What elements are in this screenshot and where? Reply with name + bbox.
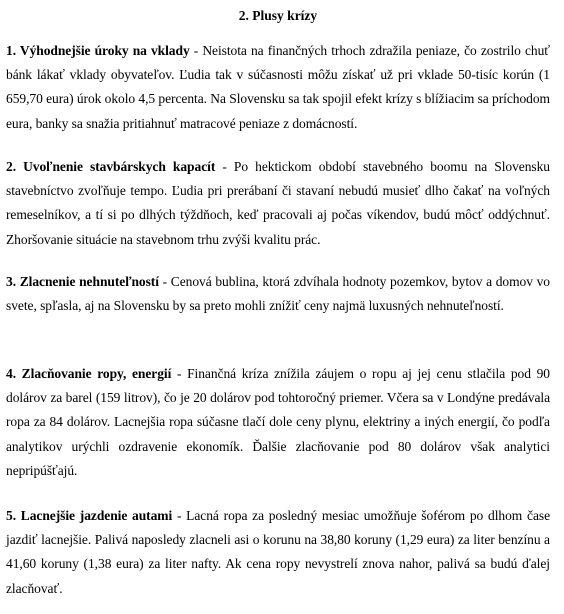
section-zlacnenie-nehnutelnosti <box>6 270 550 318</box>
section-heading: 3. Zlacnenie nehnuteľností <box>6 274 159 289</box>
section-body: - Cenová bublina, ktorá zdvíhala hodnoty pozemkov, bytov a domov vo svete, spľasla, aj na Slovensku by sa preto mohli znížiť ceny najmä luxusných nehnuteľností. <box>6 274 550 314</box>
section-lacnejsie-jazdenie <box>6 504 550 601</box>
section-body: - Lacná ropa za posledný mesiac umožňuje šoférom po dlhom čase jazdiť lacnejšie. Palivá naposledy zlacneli asi o korunu na 38,80 koruny (1,29 eura) za liter benzínu a 41,60 koruny (1,38 eura) za liter nafty. Ak cena ropy nevystrelí znova nahor, palivá sa budú ďalej zlacňovať. <box>6 508 550 596</box>
section-body: - Neistota na finančných trhoch zdražila peniaze, čo zostrilo chuť bánk lákať vklady obyvateľov. Ľudia tak v súčasnosti môžu získať už pri vklade 50-tisíc korún (1 659,70 eura) úrok okolo 4,5 percenta. Na Slovensku sa tak spojil efekt krízy s blížiacim sa príchodom eura, banky sa snažia pritiahnuť matracové peniaze z domácností. <box>6 43 550 131</box>
section-heading: 4. Zlacňovanie ropy, energií <box>6 366 172 381</box>
section-zlacnovanie-ropy <box>6 362 550 483</box>
section-heading: 1. Výhodnejšie úroky na vklady <box>6 43 190 58</box>
document-title: 2. Plusy krízy <box>238 8 318 23</box>
section-heading: 5. Lacnejšie jazdenie autami <box>6 508 173 523</box>
section-vyhodnejsie-uroky <box>6 39 550 136</box>
section-uvolnenie-kapacit <box>6 155 550 252</box>
section-heading: 2. Uvoľnenie stavbárskych kapacít <box>6 159 216 174</box>
section-body: - Po hektickom období stavebného boomu na Slovensku stavebníctvo zvoľňuje tempo. Ľudia pri prerábaní či stavaní nebudú musieť dlho čakať na voľných remeselníkov, a tí si po dlhých týždňoch, keď pracovali aj počas víkendov, budú môcť oddýchnuť. Zhoršovanie situácie na stavebnom trhu zvýši kvalitu prác. <box>6 159 550 247</box>
document-page <box>6 0 550 596</box>
section-body: - Finančná kríza znížila záujem o ropu aj jej cenu stlačila pod 90 dolárov za barel (159 litrov), čo je 20 dolárov pod tohtoročný priemer. Včera sa v Londýne predávala ropa za 84 dolárov. Lacnejšia ropa súčasne tlačí dole ceny plynu, elektriny a iných energií, čo podľa analytikov urýchli ozdravenie ekonomík. Ďalšie zlacňovanie pod 80 dolárov však analytici nepripúšťajú. <box>6 366 550 478</box>
